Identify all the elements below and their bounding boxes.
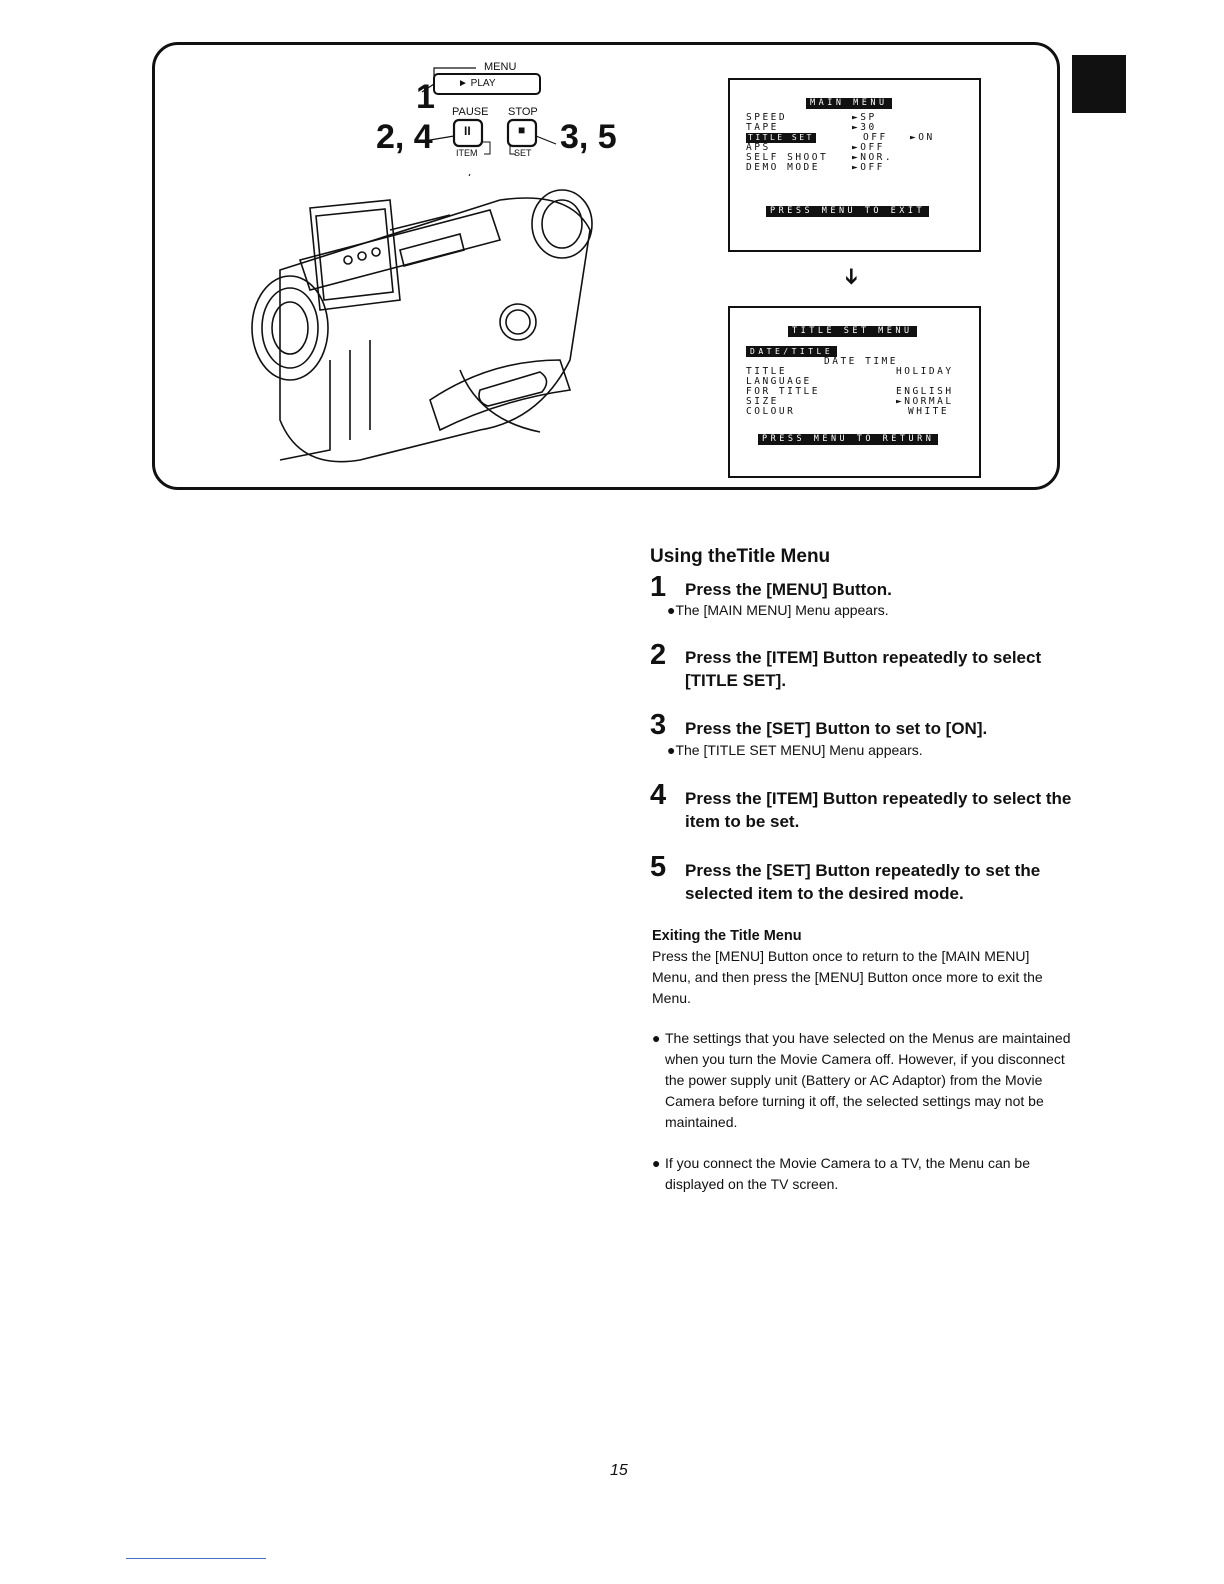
menu-row-label: APS [746, 142, 771, 153]
note-text: If you connect the Movie Camera to a TV, the Menu can be displayed on the TV screen. [665, 1155, 1030, 1192]
button-diagram [372, 56, 632, 176]
main-menu-screen [728, 78, 981, 252]
menu-row-label: TAPE [746, 122, 779, 133]
step-text: Press the [ITEM] Button repeatedly to select [TITLE SET]. [685, 648, 1042, 690]
title-row-value: WHITE [908, 406, 950, 417]
main-menu-footer: PRESS MENU TO EXIT [766, 206, 929, 217]
menu-label: MENU [484, 61, 517, 73]
title-menu-header: TITLE SET MENU [788, 326, 917, 337]
page-number: 15 [610, 1462, 628, 1479]
bullet-icon: ● [652, 1030, 661, 1046]
title-set-menu-screen [728, 306, 981, 478]
menu-row-label: SPEED [746, 112, 788, 123]
step-note: ●The [TITLE SET MENU] Menu appears. [667, 742, 923, 758]
title-menu-footer: PRESS MENU TO RETURN [758, 434, 938, 445]
step-text: Press the [MENU] Button. [685, 580, 892, 599]
exit-heading: Exiting the Title Menu [652, 928, 802, 944]
footer-divider [126, 1558, 266, 1559]
pause-label: PAUSE [452, 106, 489, 118]
title-row-value: HOLIDAY [896, 366, 954, 377]
stop-label: STOP [508, 106, 538, 118]
section-title: Using theTitle Menu [650, 546, 831, 567]
menu-row-value: ►NOR. [852, 152, 894, 163]
pause-symbol: II [464, 124, 471, 138]
camera-illustration [240, 160, 610, 482]
step-note: ●The [MAIN MENU] Menu appears. [667, 602, 889, 618]
item-label: ITEM [456, 148, 478, 158]
menu-row-value: ►SP [852, 112, 877, 123]
exit-paragraph: Press the [MENU] Button once to return to the [MAIN MENU] Menu, and then press the [MENU] Button once more to exit the Menu. [652, 948, 1043, 1006]
bullet-icon: ● [652, 1155, 661, 1171]
stop-symbol: ■ [518, 123, 526, 137]
title-row-label: LANGUAGE [746, 376, 812, 387]
title-row-value: ►NORMAL [896, 396, 954, 407]
main-menu-header: MAIN MENU [806, 98, 892, 109]
note-item [652, 1153, 1082, 1195]
section-tab-marker [1072, 55, 1126, 113]
step-text: Press the [SET] Button to set to [ON]. [685, 719, 988, 738]
title-row-value: DATE TIME [824, 356, 898, 367]
step-number: 4 [650, 779, 667, 811]
menu-row-value: OFF [863, 132, 888, 143]
title-row-label: FOR TITLE [746, 386, 820, 397]
title-row-label: SIZE [746, 396, 779, 407]
note-text: The settings that you have selected on the Menus are maintained when you turn the Movie Camera off. However, if you disconnect the power supply unit (Battery or AC Adaptor) from the Movie Camera before turning it off, the selected settings may not be maintained. [665, 1030, 1071, 1130]
title-row-value: ENGLISH [896, 386, 954, 397]
step-number: 3 [650, 709, 667, 741]
play-label: ► PLAY [458, 78, 496, 89]
note-item [652, 1028, 1082, 1133]
menu-row-label: SELF SHOOT [746, 152, 829, 163]
step-text: Press the [SET] Button repeatedly to set the selected item to the desired mode. [685, 861, 1041, 903]
menu-row-value: ►OFF [852, 162, 885, 173]
callout-step-3-5: 3, 5 [560, 118, 617, 156]
step-number: 1 [650, 571, 667, 603]
title-menu-selected-item: DATE/TITLE [746, 346, 837, 357]
down-arrow-icon: ➔ [838, 267, 864, 286]
menu-row-label-selected: TITLE SET [748, 133, 814, 142]
menu-row-value: ►30 [852, 122, 877, 133]
set-label: SET [514, 148, 532, 158]
step-text: Press the [ITEM] Button repeatedly to select the item to be set. [685, 789, 1072, 831]
step-number: 2 [650, 639, 667, 671]
menu-row-extra: ►ON [910, 132, 935, 143]
callout-step-2-4: 2, 4 [376, 118, 433, 156]
callout-step-1: 1 [416, 78, 435, 116]
step-number: 5 [650, 851, 667, 883]
title-row-label: TITLE [746, 366, 788, 377]
title-row-label: COLOUR [746, 406, 796, 417]
menu-row-label: DEMO MODE [746, 162, 820, 173]
menu-row-value: ►OFF [852, 142, 885, 153]
